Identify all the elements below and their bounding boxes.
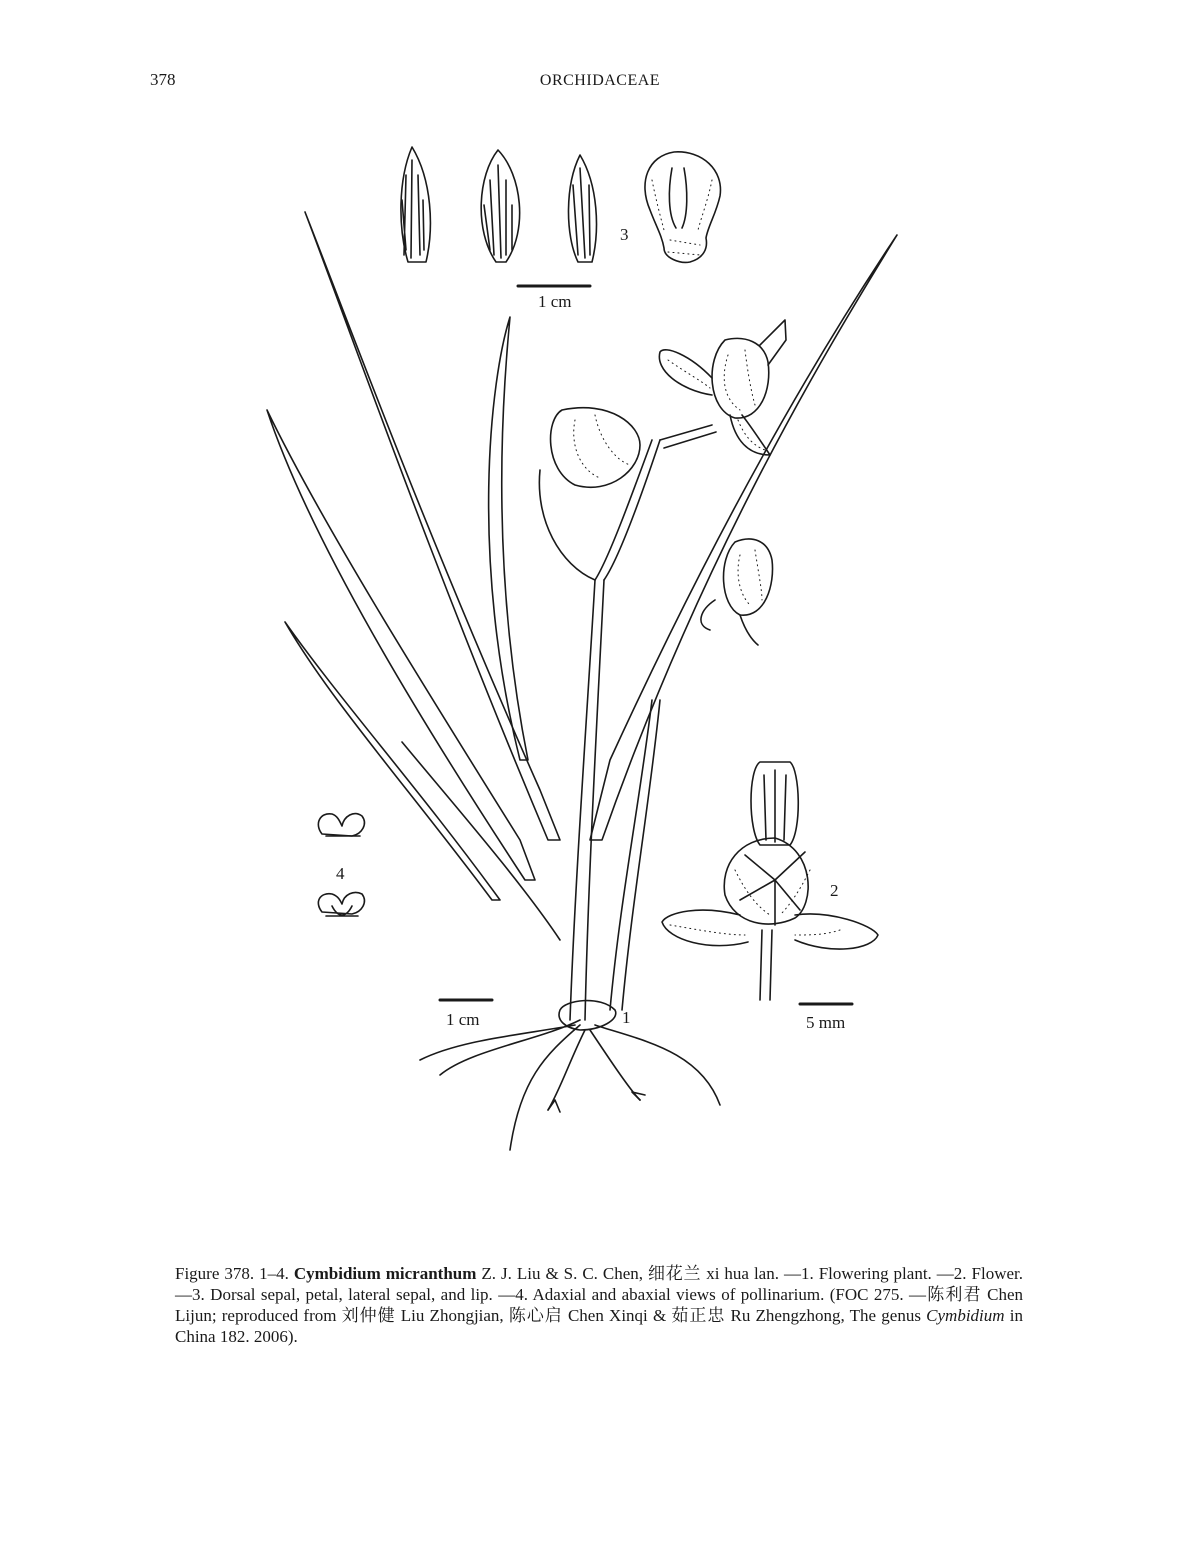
page-number: 378 [150, 70, 176, 89]
part-label-3: 3 [620, 225, 629, 244]
scale-label-plant: 1 cm [446, 1010, 480, 1029]
lateral-sepal-drawing [568, 155, 596, 262]
lip-drawing [645, 152, 721, 263]
figure-caption [175, 1263, 1023, 1347]
running-head: ORCHIDACEAE [539, 72, 661, 89]
flower-drawing [662, 762, 878, 1000]
caption-species: Cymbidium micranthum [293, 1264, 477, 1283]
petal-drawing [481, 150, 519, 262]
dorsal-sepal-drawing [401, 147, 430, 262]
scale-label-floral-parts: 1 cm [538, 292, 572, 311]
part-label-4: 4 [336, 864, 345, 883]
caption-body: Z. J. Liu & S. C. Chen, 细花兰 xi hua lan. —1. Flowering plant. —2. Flower. —3. Dorsal sepal, petal, lateral sepal, and lip. —4. Adaxial and abaxial views of pollinarium. (FOC 275. —陈利君 Chen Lijun; reproduced from 刘仲健 Liu Zhongjian, 陈心启 Chen Xinqi & 茹正忠 Ru Zhengzhong, The genus [175, 1264, 1023, 1325]
scale-label-flower: 5 mm [806, 1013, 846, 1032]
caption-genus: Cymbidium [926, 1306, 1005, 1325]
pollinarium-abaxial-drawing [318, 892, 364, 916]
part-label-2: 2 [830, 881, 839, 900]
part-label-1: 1 [622, 1008, 631, 1027]
caption-source: in China 182. 2006). [175, 1306, 1023, 1346]
plant-flowers-drawing [551, 320, 786, 645]
caption-lead: Figure 378. 1–4. [175, 1264, 294, 1283]
pollinarium-adaxial-drawing [318, 814, 364, 836]
